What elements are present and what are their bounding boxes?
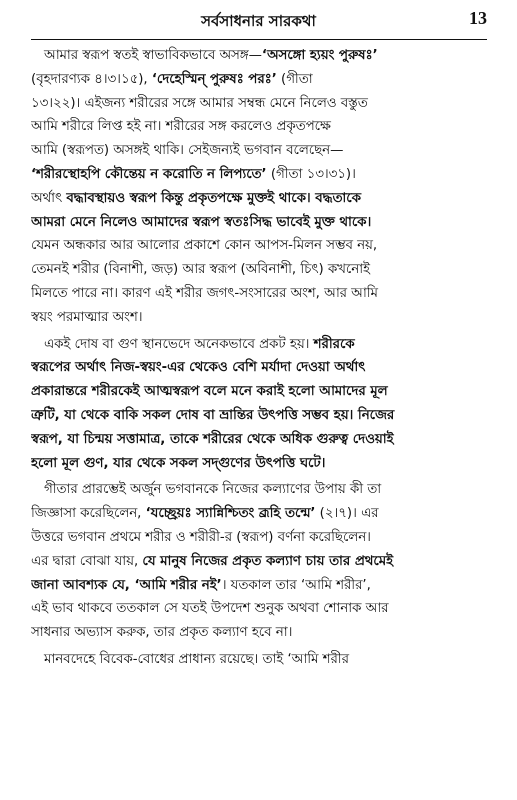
- text-run: ১৩।২২)। এইজন্য শরীরের সঙ্গে আমার সম্বন্ধ মেনে নিলেও বস্তুত: [31, 95, 368, 111]
- text-line: [31, 428, 486, 452]
- text-line: [31, 44, 486, 68]
- bold-text-run: যে মানুষ নিজের প্রকৃত কল্যাণ চায় তার প্রথমেই: [142, 553, 394, 569]
- text-run: আমি শরীরে লিপ্ত হই না। শরীরের সঙ্গ করলেও প্রকৃতপক্ষে: [31, 119, 331, 135]
- text-run: (২।৭)। এর: [315, 506, 379, 522]
- bold-text-run: স্বরূপের অর্থাৎ নিজ-স্বয়ং-এর থেকেও বেশি মর্যাদা দেওয়া অর্থাৎ: [31, 360, 366, 376]
- text-line: [31, 550, 486, 574]
- text-run: মিলতে পারে না। কারণ এই শরীর জগৎ-সংসারের অংশ, আর আমি: [31, 285, 378, 301]
- text-line: [31, 621, 486, 645]
- text-run: একই দোষ বা গুণ স্থানভেদে অনেকভাবে প্রকট হয়।: [44, 336, 314, 352]
- header-rule: [31, 39, 487, 40]
- paragraph: [31, 333, 486, 476]
- text-run: উত্তরে ভগবান প্রথমে শরীর ও শরীরী-র (স্বরূপ) বর্ণনা করেছিলেন।: [31, 529, 371, 545]
- bold-text-run: জানা আবশ্যক যে, ‘আমি শরীর নই’: [31, 577, 222, 593]
- text-run: এর দ্বারা বোঝা যায়,: [31, 553, 143, 569]
- text-line: [31, 187, 486, 211]
- text-line: [31, 92, 486, 116]
- text-line: [31, 404, 486, 428]
- bold-text-run: ‘দেহেস্মিন্ পুরুষঃ পরঃ’: [151, 71, 277, 87]
- text-run: গীতার প্রারম্ভেই অর্জুন ভগবানকে নিজের কল্যাণের উপায় কী তা: [44, 482, 382, 498]
- text-line: [31, 306, 486, 330]
- text-run: যেমন অন্ধকার আর আলোর প্রকাশে কোন আপস-মিলন সম্ভব নয়,: [31, 238, 378, 254]
- text-line: [31, 502, 486, 526]
- text-line: [31, 380, 486, 404]
- bold-text-run: শরীরকে: [313, 336, 355, 352]
- bold-text-run: আমরা মেনে নিলেও আমাদের স্বরূপ স্বতঃসিদ্ধ ভাবেই মুক্ত থাকে।: [31, 214, 372, 230]
- text-run: সাধনার অভ্যাস করুক, তার প্রকৃত কল্যাণ হবে না।: [31, 625, 293, 641]
- bold-text-run: বদ্ধাবস্থায়ও স্বরূপ কিন্তু প্রকৃতপক্ষে মুক্তই থাকে। বদ্ধতাকে: [66, 190, 361, 206]
- text-run: মানবদেহে বিবেক-বোধের প্রাধান্য রয়েছে। তাই ‘আমি শরীর: [44, 651, 349, 667]
- text-run: (বৃহদারণ্যক ৪।৩।১৫),: [31, 71, 152, 87]
- text-line: [31, 234, 486, 258]
- text-run: অর্থাৎ: [31, 190, 67, 206]
- text-line: [31, 452, 486, 476]
- text-line: [31, 526, 486, 550]
- text-line: [31, 574, 486, 598]
- text-run: (গীতা ১৩।৩১)।: [266, 166, 356, 182]
- text-line: [31, 211, 486, 235]
- body-text: [31, 44, 486, 675]
- page-header: [0, 0, 517, 42]
- text-run: তেমনই শরীর (বিনাশী, জড়) আর স্বরূপ (অবিনাশী, চিৎ) কখনোই: [31, 262, 370, 278]
- text-line: [31, 333, 486, 357]
- text-line: [31, 68, 486, 92]
- text-line: [31, 356, 486, 380]
- text-line: [31, 139, 486, 163]
- bold-text-run: ‘যচ্ছ্রেয়ঃ স্যান্নিশ্চিতং ব্রূহি তন্মে’: [145, 506, 316, 522]
- paragraph: [31, 44, 486, 330]
- bold-text-run: ত্রুটি, যা থেকে বাকি সকল দোষ বা ভ্রান্তির উৎপত্তি সম্ভব হয়। নিজের: [31, 407, 395, 423]
- bold-text-run: ‘অসঙ্গো হ্যয়ং পুরুষঃ’: [261, 48, 378, 63]
- text-run: এই ভাব থাকবে ততকাল সে যতই উপদেশ শুনুক অথবা শোনাক আর: [31, 601, 389, 617]
- text-run: আমি (স্বরূপত) অসঙ্গই থাকি। সেইজন্যই ভগবান বলেছেন—: [31, 143, 344, 159]
- text-line: [31, 282, 486, 306]
- text-run: আমার স্বরূপ স্বতই স্বাভাবিকভাবে অসঙ্গ—: [44, 48, 262, 63]
- text-line: [31, 115, 486, 139]
- text-run: স্বয়ং পরমাত্মার অংশ।: [31, 309, 143, 325]
- text-run: জিজ্ঞাসা করেছিলেন,: [31, 506, 146, 522]
- text-line: [31, 597, 486, 621]
- text-line: [31, 258, 486, 282]
- bold-text-run: স্বরূপ, যা চিন্ময় সত্তামাত্র, তাকে শরীরের থেকে অধিক গুরুত্ব দেওয়াই: [31, 431, 394, 447]
- bold-text-run: ‘শরীরস্থোহপি কৌন্তেয় ন করোতি ন লিপ্যতে’: [31, 166, 267, 182]
- text-run: । যতকাল তার ‘আমি শরীর’,: [221, 577, 371, 593]
- text-line: [31, 648, 486, 672]
- running-title: সর্বসাধনার সারকথা: [201, 12, 316, 30]
- bold-text-run: হলো মূল গুণ, যার থেকে সকল সদ্গুণের উৎপত্তি ঘটে।: [31, 455, 326, 471]
- bold-text-run: প্রকারান্তরে শরীরকেই আত্মস্বরূপ বলে মনে করাই হলো আমাদের মূল: [31, 384, 388, 400]
- text-line: [31, 163, 486, 187]
- paragraph: [31, 648, 486, 672]
- text-line: [31, 478, 486, 502]
- paragraph: [31, 478, 486, 645]
- page-number: 13: [469, 8, 487, 28]
- text-run: (গীতা: [276, 71, 313, 87]
